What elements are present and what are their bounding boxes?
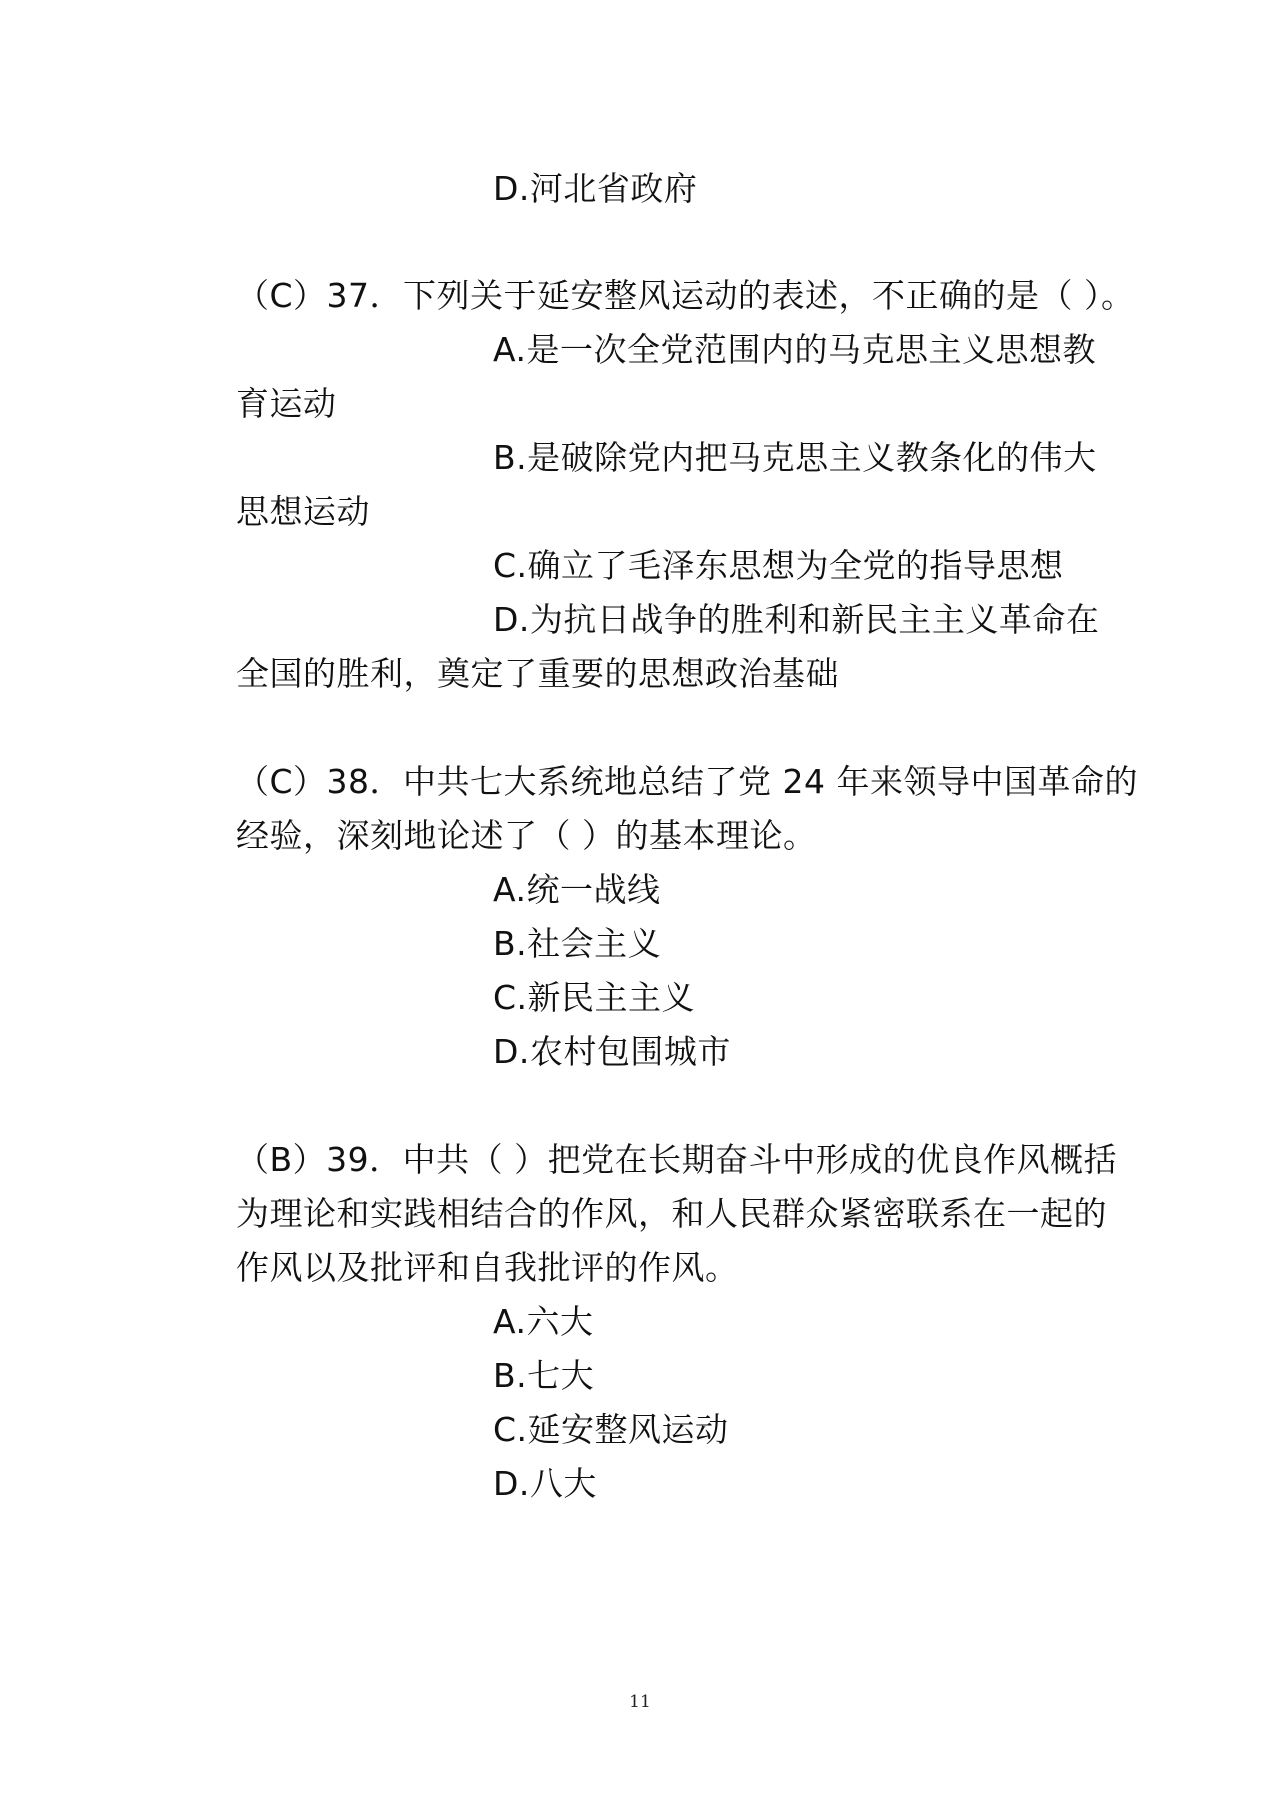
q36-option-d: D.河北省政府	[493, 169, 698, 208]
q37-option-d-line2: 全国的胜利，奠定了重要的思想政治基础	[236, 654, 839, 693]
q37-option-d-line1: D.为抗日战争的胜利和新民主主义革命在	[493, 600, 1100, 639]
q39-stem-line1: （B）39．中共（ ）把党在长期奋斗中形成的优良作风概括	[236, 1140, 1118, 1179]
q39-option-a: A.六大	[493, 1302, 594, 1341]
q38-option-a: A.统一战线	[493, 870, 661, 909]
q39-stem-line3: 作风以及批评和自我批评的作风。	[236, 1248, 739, 1287]
q38-stem-line2: 经验，深刻地论述了（ ）的基本理论。	[236, 816, 817, 855]
q37-stem: （C）37．下列关于延安整风运动的表述，不正确的是（ ）。	[236, 276, 1135, 315]
page-number: 11	[629, 1692, 651, 1712]
q37-option-a-line2: 育运动	[236, 384, 337, 423]
q39-stem-line2: 为理论和实践相结合的作风，和人民群众紧密联系在一起的	[236, 1194, 1107, 1233]
q38-stem-line1: （C）38．中共七大系统地总结了党 24 年来领导中国革命的	[236, 762, 1139, 801]
q37-option-a-line1: A.是一次全党范围内的马克思主义思想教	[493, 330, 1096, 369]
q39-option-c: C.延安整风运动	[493, 1410, 729, 1449]
q39-option-b: B.七大	[493, 1356, 595, 1395]
q38-option-d: D.农村包围城市	[493, 1032, 731, 1071]
q37-option-c: C.确立了毛泽东思想为全党的指导思想	[493, 546, 1064, 585]
q37-option-b-line1: B.是破除党内把马克思主义教条化的伟大	[493, 438, 1097, 477]
q38-option-b: B.社会主义	[493, 924, 662, 963]
q38-option-c: C.新民主主义	[493, 978, 696, 1017]
q39-option-d: D.八大	[493, 1464, 597, 1503]
q37-option-b-line2: 思想运动	[236, 492, 370, 531]
